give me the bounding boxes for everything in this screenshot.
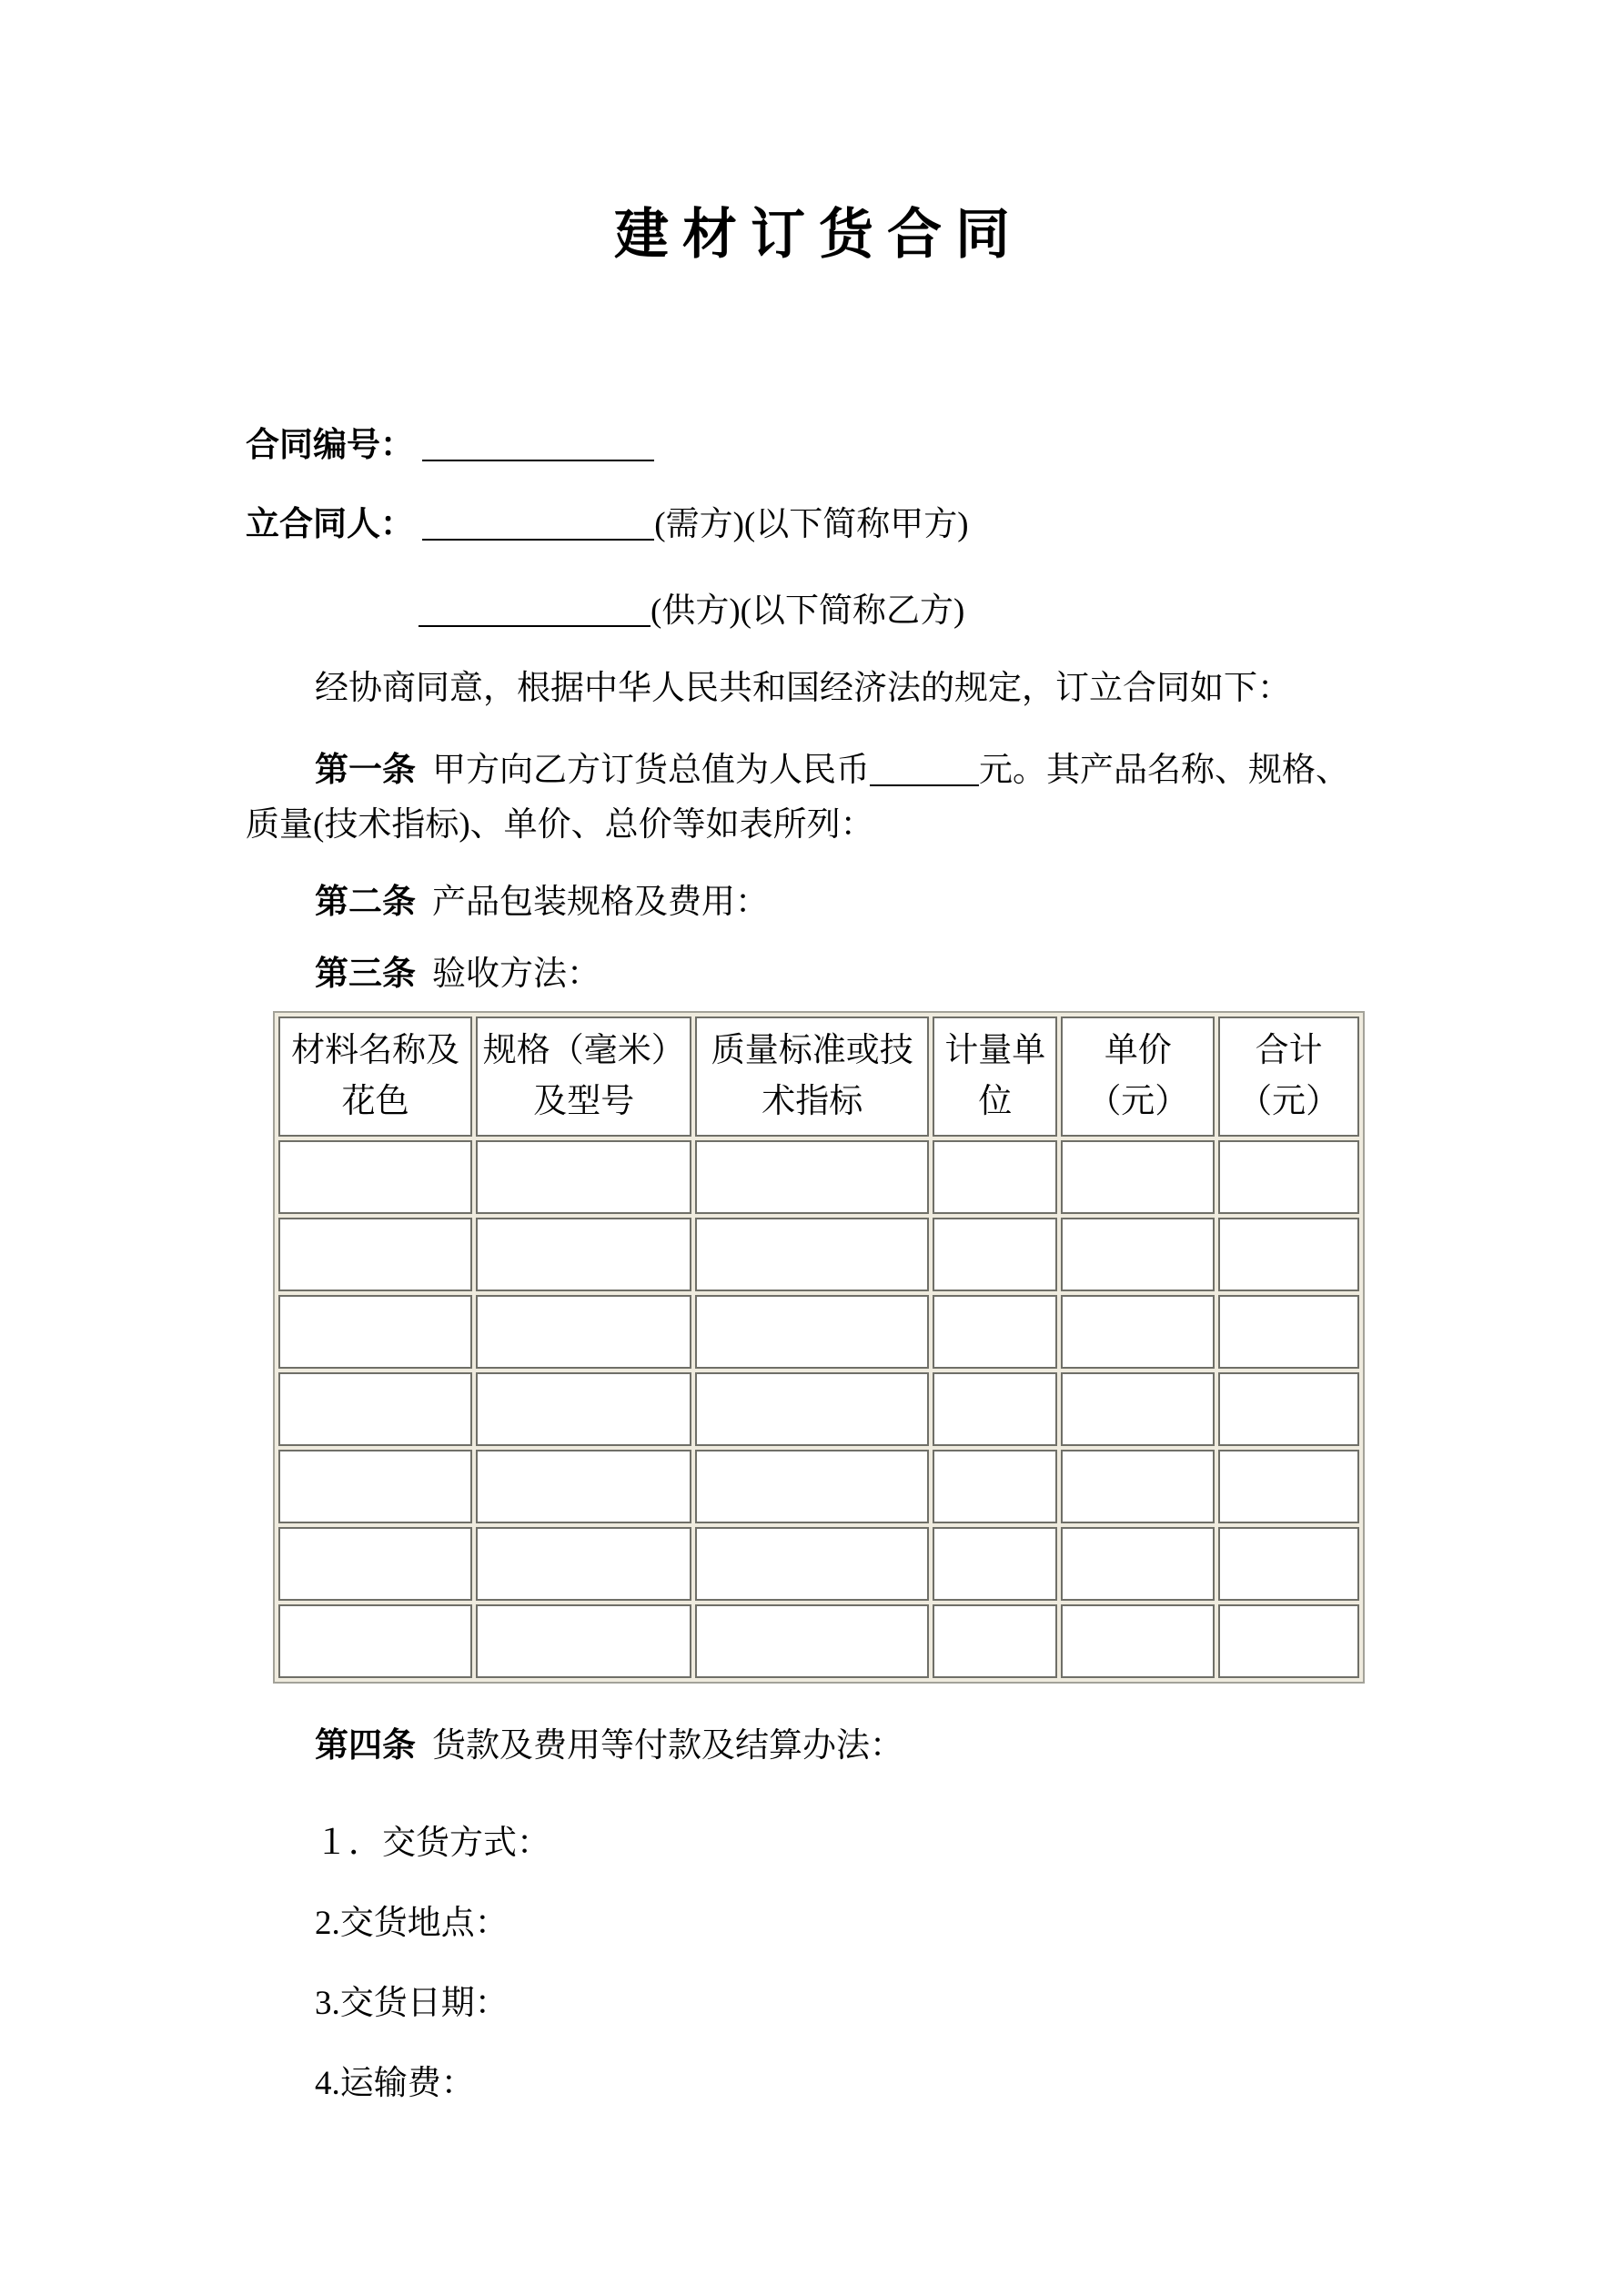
table-cell-empty — [278, 1140, 472, 1214]
table-cell-empty — [933, 1604, 1057, 1678]
table-cell-empty — [1218, 1140, 1359, 1214]
table-row — [278, 1450, 1359, 1523]
contract-no-label: 合同编号： — [246, 427, 414, 464]
clause-3-label: 第三条 — [315, 956, 416, 993]
table-cell-empty — [1218, 1372, 1359, 1446]
header-quality-standard: 质量标准或技术指标 — [695, 1017, 929, 1137]
table-cell-empty — [695, 1604, 929, 1678]
table-cell-empty — [476, 1218, 691, 1291]
table-cell-empty — [695, 1527, 929, 1601]
parties-label: 立合同人： — [246, 506, 414, 543]
table-cell-empty — [933, 1450, 1057, 1523]
table-cell-empty — [476, 1295, 691, 1369]
table-row — [278, 1295, 1359, 1369]
table-cell-empty — [476, 1140, 691, 1214]
total-value-blank — [870, 748, 979, 786]
table-row — [278, 1218, 1359, 1291]
clause-1-text-before: 甲方向乙方订货总值为人民币 — [432, 752, 870, 789]
table-cell-empty — [278, 1295, 472, 1369]
table-cell-empty — [933, 1140, 1057, 1214]
table-cell-empty — [476, 1527, 691, 1601]
clause-3-paragraph — [246, 948, 1378, 1000]
clause-3-text: 验收方法： — [432, 956, 600, 993]
table-cell-empty — [695, 1140, 929, 1214]
clause-4-text: 货款及费用等付款及结算办法： — [432, 1727, 903, 1765]
page-title: 建 材 订 货 合 同 — [614, 205, 1010, 265]
table-cell-empty — [695, 1372, 929, 1446]
table-cell-empty — [695, 1295, 929, 1369]
table-cell-empty — [1218, 1604, 1359, 1678]
item-delivery-date: 3.交货日期： — [315, 1985, 509, 2022]
table-cell-empty — [278, 1372, 472, 1446]
clause-1-label: 第一条 — [315, 752, 416, 789]
table-cell-empty — [933, 1372, 1057, 1446]
table-cell-empty — [278, 1527, 472, 1601]
header-material-name: 材料名称及花色 — [278, 1017, 472, 1137]
item-delivery-place: 2.交货地点： — [315, 1905, 509, 1942]
table-cell-empty — [476, 1372, 691, 1446]
table-cell-empty — [278, 1604, 472, 1678]
contract-no-row — [246, 420, 1378, 471]
party-b-row — [246, 585, 1378, 637]
clause-4-label: 第四条 — [315, 1727, 416, 1765]
header-total: 合计（元） — [1218, 1017, 1359, 1137]
table-cell-empty — [1218, 1450, 1359, 1523]
clause-1-paragraph — [246, 743, 1378, 853]
materials-table — [273, 1011, 1365, 1684]
table-row — [278, 1527, 1359, 1601]
table-cell-empty — [1218, 1218, 1359, 1291]
table-cell-empty — [1061, 1295, 1215, 1369]
clause-2-paragraph — [246, 876, 1378, 928]
table-cell-empty — [1061, 1527, 1215, 1601]
party-a-blank — [422, 502, 654, 541]
party-a-suffix: (需方)(以下简称甲方) — [654, 506, 969, 543]
clause-2-label: 第二条 — [315, 884, 416, 921]
table-header-row — [278, 1017, 1359, 1137]
table-cell-empty — [1061, 1450, 1215, 1523]
contract-no-blank — [422, 423, 654, 461]
clause-2-text: 产品包装规格及费用： — [432, 884, 769, 921]
table-body — [278, 1140, 1359, 1678]
table-cell-empty — [1061, 1140, 1215, 1214]
table-cell-empty — [278, 1450, 472, 1523]
header-spec-model: 规格（毫米）及型号 — [476, 1017, 691, 1137]
party-b-blank — [419, 589, 651, 627]
table-cell-empty — [933, 1218, 1057, 1291]
table-cell-empty — [933, 1295, 1057, 1369]
clause-1-text-after: 元。其产品名称、规格、质量(技术指标)、单价、总价等如表所列： — [246, 752, 1349, 844]
table-cell-empty — [476, 1604, 691, 1678]
item-freight: 4.运输费： — [315, 2065, 475, 2102]
table-row — [278, 1372, 1359, 1446]
header-unit-price: 单价（元） — [1061, 1017, 1215, 1137]
preamble-paragraph: 经协商同意，根据中华人民共和国经济法的规定，订立合同如下： — [315, 670, 1291, 707]
table-row — [278, 1140, 1359, 1214]
table-cell-empty — [1218, 1527, 1359, 1601]
table-cell-empty — [695, 1450, 929, 1523]
table-cell-empty — [1061, 1372, 1215, 1446]
table-cell-empty — [476, 1450, 691, 1523]
table-row — [278, 1604, 1359, 1678]
table-cell-empty — [1061, 1604, 1215, 1678]
header-unit: 计量单位 — [933, 1017, 1057, 1137]
clause-4-paragraph — [246, 1720, 1378, 1772]
table-cell-empty — [278, 1218, 472, 1291]
party-a-row — [246, 499, 1378, 551]
party-b-suffix: (供方)(以下简称乙方) — [651, 592, 965, 630]
payment-items — [246, 1817, 1378, 2109]
table-cell-empty — [1218, 1295, 1359, 1369]
table-cell-empty — [1061, 1218, 1215, 1291]
table-cell-empty — [695, 1218, 929, 1291]
table-cell-empty — [933, 1527, 1057, 1601]
item-delivery-method: １．交货方式： — [315, 1825, 550, 1862]
